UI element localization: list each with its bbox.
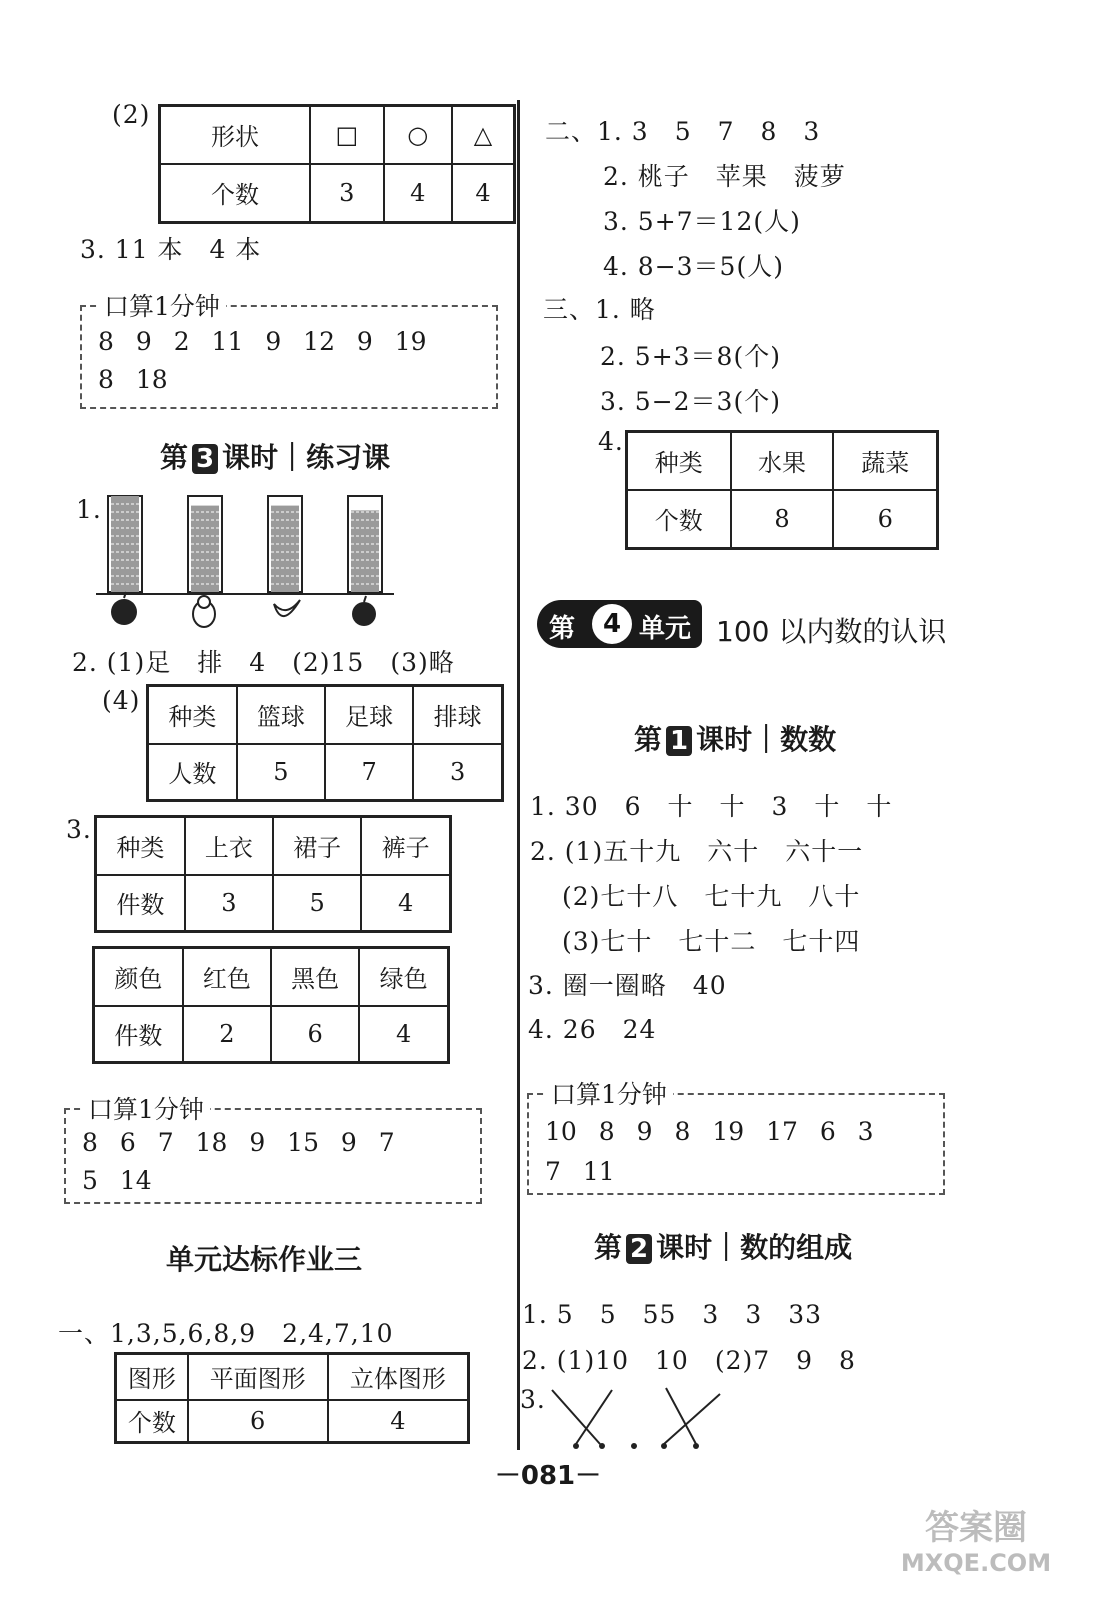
heading-pre: 第 xyxy=(160,441,189,474)
table-cell: △ xyxy=(452,106,515,164)
table-cell: 种类 xyxy=(96,817,185,875)
table-cell: 6 xyxy=(271,1006,359,1063)
lesson2-q1: 1. 5 5 55 3 3 33 xyxy=(522,1300,823,1329)
table-cell: 种类 xyxy=(627,432,731,490)
dot xyxy=(573,1443,579,1449)
section-one-line: 一、1,3,5,6,8,9 2,4,7,10 xyxy=(58,1319,394,1348)
table-cell: 足球 xyxy=(325,686,413,744)
table-cell: 4 xyxy=(361,875,450,932)
table-cell: 3 xyxy=(310,164,384,223)
lesson-number-badge: 3 xyxy=(192,444,218,474)
table-cell: 黑色 xyxy=(271,948,359,1006)
oral-calc-caption: 口算1分钟 xyxy=(82,1090,210,1126)
lesson1-q2c: (3)七十 七十二 七十四 xyxy=(562,927,861,956)
oral-calc-box xyxy=(80,292,498,409)
table-cell: 3 xyxy=(185,875,273,932)
heading-pre: 第 xyxy=(594,1231,623,1264)
heading-post: 课时｜数数 xyxy=(696,723,837,756)
oral-calc-box xyxy=(64,1095,482,1204)
table-cell: 4 xyxy=(452,164,515,223)
unit-pre: 第 xyxy=(549,614,576,644)
lesson2-q2: 2. (1)10 10 (2)7 9 8 xyxy=(522,1346,856,1375)
section-three-4-label: 4. xyxy=(598,427,624,456)
table-cell: 排球 xyxy=(413,686,502,744)
dot xyxy=(693,1443,699,1449)
lesson-2-heading xyxy=(594,1226,852,1266)
table-cell: 人数 xyxy=(148,744,237,801)
table-cell: 绿色 xyxy=(359,948,448,1006)
table-cell: 个数 xyxy=(160,164,311,223)
lesson1-q2b: (2)七十八 七十九 八十 xyxy=(562,882,861,911)
table-cell: 4 xyxy=(328,1400,469,1443)
lesson1-q3: 3. 圈一圈略 40 xyxy=(528,971,727,1000)
oral-calc-line: 7 11 xyxy=(545,1157,615,1186)
table-cell: 5 xyxy=(237,744,325,801)
q3-label: 3. xyxy=(66,815,92,844)
table-cell: 颜色 xyxy=(94,948,183,1006)
match-line xyxy=(666,1388,696,1444)
q2-text: 2. (1)足 排 4 (2)15 (3)略 xyxy=(72,648,455,677)
heading-post: 课时｜练习课 xyxy=(222,441,391,474)
table-cell: 篮球 xyxy=(237,686,325,744)
lesson1-q2a: 2. (1)五十九 六十 六十一 xyxy=(530,837,864,866)
watermark-top: 答案圈 xyxy=(925,1508,1027,1548)
table-cell: 个数 xyxy=(116,1400,188,1443)
color-table xyxy=(92,946,450,1064)
table-cell: 种类 xyxy=(148,686,237,744)
q1-label: 1. xyxy=(76,495,102,524)
lesson-number-badge: 2 xyxy=(626,1234,652,1264)
sport-table xyxy=(146,684,504,802)
table-cell: 个数 xyxy=(627,490,731,549)
section-three-1: 三、1. 略 xyxy=(543,295,656,324)
section-two-3: 3. 5+7＝12(人) xyxy=(603,207,801,236)
unit-post: 单元 xyxy=(639,614,692,644)
oral-calc-line: 5 14 xyxy=(82,1166,152,1195)
watermark-bottom: MXQE.COM xyxy=(900,1549,1052,1577)
clothes-table xyxy=(94,815,452,933)
bar-fill xyxy=(111,496,139,592)
table-cell: 上衣 xyxy=(185,817,273,875)
lesson-number-badge: 1 xyxy=(666,726,692,756)
section-three-2: 2. 5+3＝8(个) xyxy=(600,342,781,371)
shape-table xyxy=(158,104,516,224)
page-number: －081－ xyxy=(494,1461,602,1491)
table-cell: 6 xyxy=(833,490,937,549)
table-cell: 图形 xyxy=(116,1354,188,1400)
watermark-logo xyxy=(886,1500,1066,1580)
lesson-1-heading xyxy=(634,718,836,758)
lesson2-q3-label: 3. xyxy=(520,1385,546,1414)
table-cell: 5 xyxy=(273,875,361,932)
table-cell: 4 xyxy=(359,1006,448,1063)
apple-icon xyxy=(111,592,137,625)
item-2-label: (2) xyxy=(112,100,151,129)
table-cell: 红色 xyxy=(183,948,271,1006)
bar-fill xyxy=(351,510,379,592)
oral-calc-line: 8 6 7 18 9 15 9 7 xyxy=(82,1128,395,1157)
bar-fill xyxy=(271,506,299,592)
q2-4-label: (4) xyxy=(102,686,141,715)
dot xyxy=(631,1443,637,1449)
table-cell: 形状 xyxy=(160,106,311,164)
oral-calc-box xyxy=(527,1080,945,1195)
oral-calc-line: 8 18 xyxy=(98,365,168,394)
unit-4-badge xyxy=(537,600,702,648)
table-cell: 平面图形 xyxy=(188,1354,328,1400)
section-two-1: 二、1. 3 5 7 8 3 xyxy=(545,117,821,146)
unit-homework-title: 单元达标作业三 xyxy=(166,1243,363,1276)
apple-icon xyxy=(352,596,376,626)
table-cell: 7 xyxy=(325,744,413,801)
dot xyxy=(599,1443,605,1449)
dot xyxy=(661,1443,667,1449)
oral-calc-caption: 口算1分钟 xyxy=(98,287,226,323)
unit-4-title: 100 以内数的认识 xyxy=(716,615,947,648)
table-cell: 8 xyxy=(731,490,834,549)
table-cell: 裤子 xyxy=(361,817,450,875)
pear-icon xyxy=(193,596,215,627)
table-cell: 6 xyxy=(188,1400,328,1443)
table-cell: 件数 xyxy=(96,875,185,932)
section-two-4: 4. 8−3＝5(人) xyxy=(603,252,784,281)
item-3: 3. 11 本 4 本 xyxy=(80,235,262,264)
oral-calc-line: 8 9 2 11 9 12 9 19 xyxy=(98,327,427,356)
table-cell: 立体图形 xyxy=(328,1354,469,1400)
lesson-3-heading xyxy=(160,436,390,476)
oral-calc-caption: 口算1分钟 xyxy=(545,1075,673,1111)
bars-group xyxy=(108,496,382,592)
heading-post: 课时｜数的组成 xyxy=(656,1231,853,1264)
bar-fill xyxy=(191,506,219,592)
bar-and-fruit-figure xyxy=(96,490,396,630)
table-cell: 3 xyxy=(413,744,502,801)
table-cell: 裙子 xyxy=(273,817,361,875)
table-cell: □ xyxy=(310,106,384,164)
heading-pre: 第 xyxy=(634,723,663,756)
oral-calc-line: 10 8 9 8 19 17 6 3 xyxy=(545,1117,874,1146)
section-two-2: 2. 桃子 苹果 菠萝 xyxy=(603,162,846,191)
table-cell: 件数 xyxy=(94,1006,183,1063)
fruit-veg-table xyxy=(625,430,939,550)
table-cell: 4 xyxy=(384,164,452,223)
shape-kind-table xyxy=(114,1352,470,1444)
table-cell: 蔬菜 xyxy=(833,432,937,490)
lesson1-q1: 1. 30 6 十 十 3 十 十 xyxy=(530,792,893,821)
table-cell: 2 xyxy=(183,1006,271,1063)
table-cell: 水果 xyxy=(731,432,834,490)
section-three-3: 3. 5−2＝3(个) xyxy=(600,387,781,416)
unit-number: 4 xyxy=(592,604,632,644)
banana-icon xyxy=(274,600,300,616)
table-cell: ○ xyxy=(384,106,452,164)
lesson1-q4: 4. 26 24 xyxy=(528,1015,657,1044)
column-divider xyxy=(517,100,520,1450)
matching-lines-figure xyxy=(540,1380,740,1460)
